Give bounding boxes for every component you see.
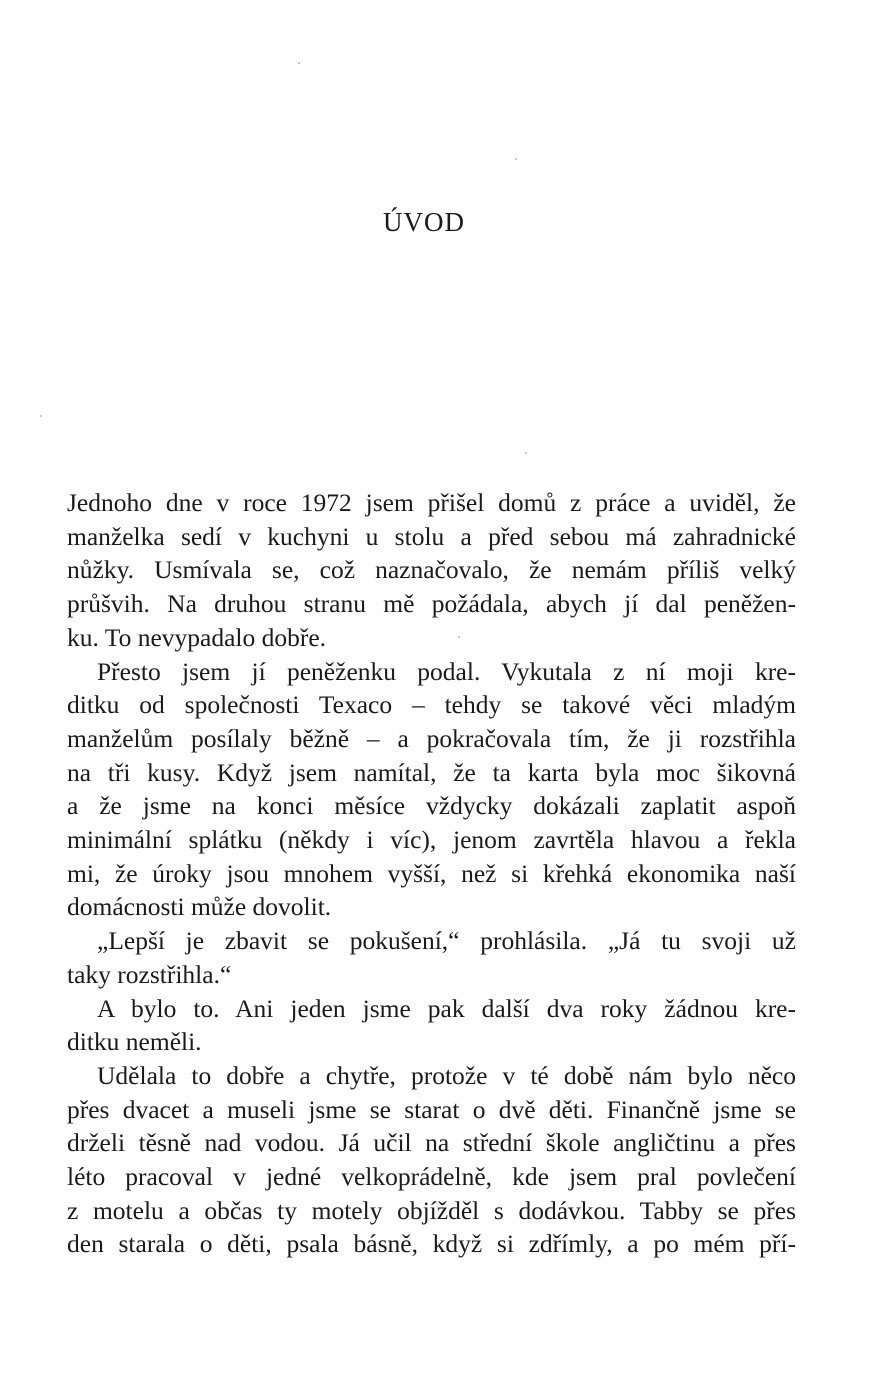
text-line: přes dvacet a museli jsme se starat o dvě děti. Finančně jsme se xyxy=(67,1094,796,1124)
paragraph xyxy=(67,655,796,925)
scan-speck xyxy=(525,452,527,454)
paragraph xyxy=(67,486,796,655)
scan-speck xyxy=(40,415,42,417)
scan-speck xyxy=(515,158,517,160)
text-line: průšvih. Na druhou stranu mě požádala, abych jí dal peněžen- xyxy=(67,589,796,619)
text-line: den starala o děti, psala básně, když si zdřímly, a po mém pří- xyxy=(67,1229,796,1259)
body-text xyxy=(67,486,796,1261)
text-line: „Lepší je zbavit se pokušení,“ prohlásila. „Já tu svoji už xyxy=(97,926,796,956)
text-line: a že jsme na konci měsíce vždycky dokázali zaplatit aspoň xyxy=(67,791,796,821)
text-line: mi, že úroky jsou mnohem vyšší, než si křehká ekonomika naší xyxy=(67,858,796,888)
text-line: taky rozstřihla.“ xyxy=(67,959,232,989)
text-line: manželům posílaly běžně – a pokračovala tím, že ji rozstřihla xyxy=(67,723,796,753)
text-line: ditku neměli. xyxy=(67,1027,202,1057)
text-line: drželi těsně nad vodou. Já učil na střední škole angličtinu a přes xyxy=(67,1128,796,1158)
text-line: Jednoho dne v roce 1972 jsem přišel domů z práce a uviděl, že xyxy=(67,488,796,517)
text-line: Udělala to dobře a chytře, protože v té době nám bylo něco xyxy=(97,1060,796,1090)
text-line: na tři kusy. Když jsem namítal, že ta karta byla moc šikovná xyxy=(67,757,796,787)
text-line: minimální splátku (někdy i víc), jenom zavrtěla hlavou a řekla xyxy=(67,825,796,855)
text-line: manželka sedí v kuchyni u stolu a před sebou má zahradnické xyxy=(67,521,796,551)
chapter-title: ÚVOD xyxy=(383,207,465,237)
text-line: Přesto jsem jí peněženku podal. Vykutala z ní moji kre- xyxy=(97,656,796,686)
text-line: ku. To nevypadalo dobře. xyxy=(67,622,327,652)
paragraph xyxy=(67,1059,796,1261)
text-line: domácnosti může dovolit. xyxy=(67,892,332,922)
scan-speck xyxy=(298,62,300,64)
text-line: A bylo to. Ani jeden jsme pak další dva roky žádnou kre- xyxy=(97,993,796,1023)
text-line: nůžky. Usmívala se, což naznačovalo, že nemám příliš velký xyxy=(67,555,796,585)
paragraph xyxy=(67,992,796,1059)
paragraph xyxy=(67,924,796,991)
text-line: léto pracoval v jedné velkoprádelně, kde jsem pral povlečení xyxy=(67,1162,796,1192)
text-line: ditku od společnosti Texaco – tehdy se takové věci mladým xyxy=(67,690,796,720)
text-line: z motelu a občas ty motely objížděl s dodávkou. Tabby se přes xyxy=(67,1195,796,1225)
scan-speck xyxy=(458,636,460,638)
